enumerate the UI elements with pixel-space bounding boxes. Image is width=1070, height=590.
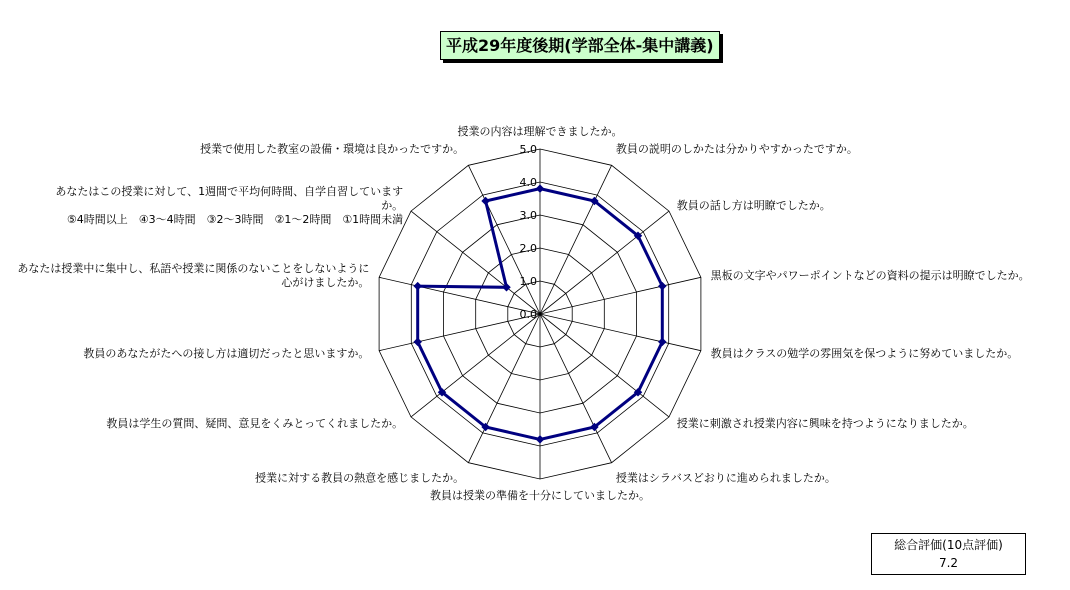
- axis-label-line: 黒板の文字やパワーポイントなどの資料の提示は明瞭でしたか。: [710, 269, 1030, 283]
- data-point: [413, 282, 421, 290]
- tick-label: 1.0: [519, 275, 537, 288]
- axis-label-line: 教員はクラスの勉学の雰囲気を保つように努めていましたか。: [710, 346, 1019, 360]
- data-point: [536, 435, 544, 443]
- tick-label: 3.0: [519, 209, 537, 222]
- axis-label-line: 授業の内容は理解できましたか。: [457, 125, 623, 138]
- axis-label: [677, 198, 831, 212]
- tick-label: 0.0: [519, 308, 537, 321]
- axis-label: [430, 488, 650, 502]
- tick-label: 2.0: [519, 242, 537, 255]
- axis-label: [711, 268, 1030, 282]
- axis-label: [677, 416, 974, 430]
- axis-label-line: 授業で使用した教室の設備・環境は良かったですか。: [200, 142, 465, 156]
- spoke-line: [379, 277, 540, 314]
- axis-label: [83, 346, 369, 360]
- axis-label-line: 教員は授業の準備を十分にしていましたか。: [430, 489, 650, 502]
- axis-label-line: 教員の話し方は明瞭でしたか。: [676, 198, 831, 212]
- overall-score-value: 7.2: [938, 556, 959, 570]
- overall-score-label: 総合評価(10点評価): [894, 538, 1003, 552]
- axis-label: [106, 416, 403, 430]
- overall-score-box: [871, 533, 1026, 575]
- data-point: [502, 283, 510, 291]
- data-point: [481, 197, 489, 205]
- axis-label-line: 心がけましたか。: [281, 276, 370, 290]
- radar-tick-labels: [520, 143, 538, 321]
- axis-label-line: か。: [381, 198, 404, 212]
- axis-label: [200, 141, 464, 155]
- axis-label-line: あなたは授業中に集中し、私語や授業に関係のないことをしないように: [17, 262, 370, 276]
- axis-label: [711, 346, 1019, 360]
- axis-label-line: あなたはこの授業に対して、1週間で平均何時間、自学自習しています: [55, 184, 404, 198]
- spoke-line: [411, 211, 540, 314]
- axis-label-line: 授業に対する教員の熱意を感じましたか。: [255, 471, 465, 485]
- axis-label-line: ⑤4時間以上 ④3～4時間 ③2～3時間 ②1～2時間 ①1時間未満: [66, 212, 404, 226]
- axis-label: [458, 124, 623, 138]
- axis-label-line: 授業はシラバスどおりに進められましたか。: [615, 471, 836, 485]
- axis-label: [17, 261, 369, 289]
- axis-label-line: 授業に刺激され授業内容に興味を持つようになりましたか。: [676, 417, 974, 431]
- spoke-line: [379, 314, 540, 351]
- tick-label: 4.0: [519, 176, 537, 189]
- chart-title: 平成29年度後期(学部全体-集中講義): [440, 31, 720, 60]
- spoke-line: [540, 314, 701, 351]
- tick-label: 5.0: [519, 143, 537, 156]
- axis-label-line: 教員の説明のしかたは分かりやすかったですか。: [615, 142, 858, 156]
- spoke-line: [540, 277, 701, 314]
- axis-label: [55, 184, 403, 226]
- axis-label-line: 教員のあなたがたへの接し方は適切だったと思いますか。: [83, 346, 370, 360]
- data-point: [536, 184, 544, 192]
- axis-label-line: 教員は学生の質問、疑問、意見をくみとってくれましたか。: [106, 417, 404, 431]
- axis-label: [616, 471, 836, 485]
- axis-label: [255, 471, 464, 485]
- axis-label: [616, 141, 858, 155]
